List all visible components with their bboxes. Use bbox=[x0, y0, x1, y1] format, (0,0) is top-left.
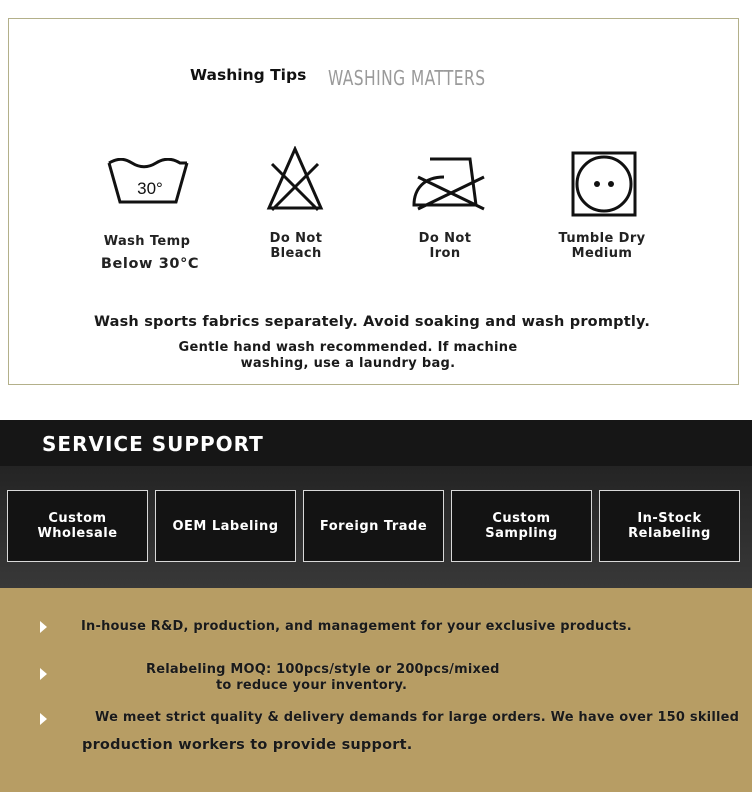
triangle-bullet-icon bbox=[40, 668, 47, 680]
service-custom-wholesale-button[interactable]: Custom Wholesale bbox=[7, 490, 148, 562]
service-support-header bbox=[0, 420, 752, 466]
washing-tips-title: Washing Tips bbox=[190, 66, 307, 84]
info-point-moq-line2: to reduce your inventory. bbox=[216, 678, 408, 693]
info-point-rnd: In-house R&D, production, and management for your exclusive products. bbox=[81, 619, 632, 634]
service-support-title: SERVICE SUPPORT bbox=[42, 432, 264, 456]
wash-temp-number: 30° bbox=[137, 179, 163, 198]
service-in-stock-relabeling-button[interactable]: In-Stock Relabeling bbox=[599, 490, 740, 562]
no-iron-icon bbox=[410, 153, 488, 211]
do-not-bleach-label: Do Not Bleach bbox=[269, 231, 323, 261]
washing-matters-heading: WASHING MATTERS bbox=[328, 66, 486, 90]
wash-temp-value: Below 30°C bbox=[100, 256, 200, 272]
wash-temp-label: Wash Temp bbox=[103, 234, 191, 249]
info-point-quality-line1: We meet strict quality & delivery demands for large orders. We have over 150 skilled bbox=[95, 710, 740, 725]
wash-instruction-sub: Gentle hand wash recommended. If machine washing, use a laundry bag. bbox=[178, 340, 518, 371]
no-bleach-icon bbox=[266, 146, 324, 212]
service-foreign-trade-button[interactable]: Foreign Trade bbox=[303, 490, 444, 562]
tumble-dry-medium-icon bbox=[571, 151, 637, 217]
wash-30-icon bbox=[106, 158, 190, 208]
triangle-bullet-icon bbox=[40, 621, 47, 633]
info-point-quality-line2: production workers to provide support. bbox=[82, 737, 413, 753]
triangle-bullet-icon bbox=[40, 713, 47, 725]
tumble-dry-medium-label: Tumble Dry Medium bbox=[558, 231, 646, 261]
wash-instruction-main: Wash sports fabrics separately. Avoid soaking and wash promptly. bbox=[93, 314, 651, 330]
do-not-iron-label: Do Not Iron bbox=[418, 231, 472, 261]
service-oem-labeling-button[interactable]: OEM Labeling bbox=[155, 490, 296, 562]
service-options-band bbox=[0, 466, 752, 588]
service-custom-sampling-button[interactable]: Custom Sampling bbox=[451, 490, 592, 562]
info-point-moq-line1: Relabeling MOQ: 100pcs/style or 200pcs/mixed bbox=[146, 662, 500, 677]
info-section bbox=[0, 588, 752, 792]
